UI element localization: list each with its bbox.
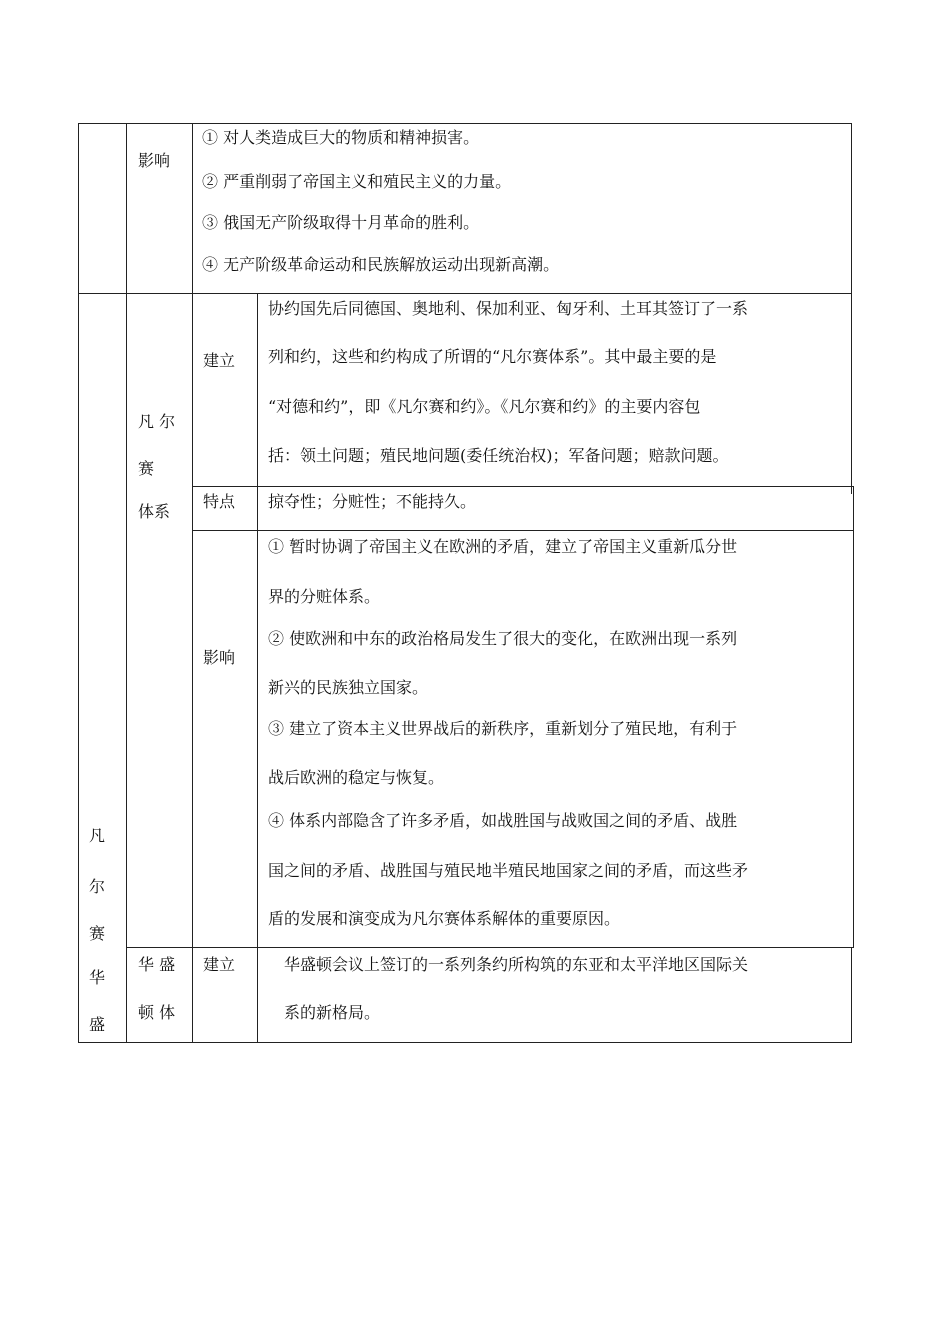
top-impact-item-1: ① 对人类造成巨大的物质和精神损害。 <box>202 128 480 147</box>
border-col3-left <box>192 123 193 1043</box>
versailles-impact-line-8: 国之间的矛盾、战胜国与殖民地半殖民地国家之间的矛盾，而这些矛 <box>268 861 749 880</box>
versailles-establish-label: 建立 <box>203 351 236 370</box>
border-bottom <box>78 1042 852 1043</box>
versailles-label-line-1: 凡 尔 <box>138 412 176 431</box>
washington-establish-line-1: 华盛顿会议上签订的一系列条约所构筑的东亚和太平洋地区国际关 <box>284 955 749 974</box>
border-row1-bottom <box>78 293 852 294</box>
top-impact-label: 影响 <box>138 151 171 170</box>
washington-label-line-1: 华 盛 <box>138 955 176 974</box>
border-col2-left <box>126 123 127 1043</box>
versailles-impact-line-3: ② 使欧洲和中东的政治格局发生了很大的变化，在欧洲出现一系列 <box>268 629 738 648</box>
outer-label-char-1: 凡 <box>89 826 106 845</box>
versailles-label-line-3: 体系 <box>138 502 171 521</box>
versailles-impact-line-4: 新兴的民族独立国家。 <box>268 678 429 697</box>
border-col4-left <box>257 293 258 1043</box>
versailles-impact-line-6: 战后欧洲的稳定与恢复。 <box>268 768 445 787</box>
versailles-label-line-2: 赛 <box>138 459 155 478</box>
border-impact-bottom <box>126 947 854 948</box>
versailles-establish-line-1: 协约国先后同德国、奥地利、保加利亚、匈牙利、土耳其签订了一系 <box>268 299 749 318</box>
border-establish-bottom <box>192 486 854 487</box>
versailles-impact-label: 影响 <box>203 648 236 667</box>
versailles-impact-line-9: 盾的发展和演变成为凡尔赛体系解体的重要原因。 <box>268 909 621 928</box>
border-features-bottom <box>192 530 854 531</box>
border-right-bottom <box>851 947 852 1043</box>
versailles-establish-line-4: 括：领土问题；殖民地问题(委任统治权)；军备问题；赔款问题。 <box>268 446 729 465</box>
outer-label-char-4: 华 <box>89 968 106 987</box>
border-left <box>78 123 79 1043</box>
washington-label-line-2: 顿 体 <box>138 1003 176 1022</box>
top-impact-item-3: ③ 俄国无产阶级取得十月革命的胜利。 <box>202 213 480 232</box>
border-top <box>78 123 852 124</box>
border-right-mid <box>853 486 854 948</box>
versailles-features-label: 特点 <box>203 492 236 511</box>
versailles-establish-line-3: “对德和约”，即《凡尔赛和约》。《凡尔赛和约》的主要内容包 <box>268 397 701 416</box>
versailles-features-text: 掠夺性；分赃性；不能持久。 <box>268 492 477 511</box>
versailles-impact-line-1: ① 暂时协调了帝国主义在欧洲的矛盾，建立了帝国主义重新瓜分世 <box>268 537 738 556</box>
outer-label-char-2: 尔 <box>89 877 106 896</box>
washington-establish-label: 建立 <box>203 955 236 974</box>
versailles-impact-line-5: ③ 建立了资本主义世界战后的新秩序，重新划分了殖民地，有利于 <box>268 719 738 738</box>
outer-label-char-5: 盛 <box>89 1015 106 1034</box>
versailles-impact-line-2: 界的分赃体系。 <box>268 587 381 606</box>
washington-establish-line-2: 系的新格局。 <box>284 1003 381 1022</box>
versailles-establish-line-2: 列和约，这些和约构成了所谓的“凡尔赛体系”。其中最主要的是 <box>268 347 717 366</box>
border-right-top <box>851 123 852 494</box>
outer-label-char-3: 赛 <box>89 924 106 943</box>
top-impact-item-4: ④ 无产阶级革命运动和民族解放运动出现新高潮。 <box>202 255 560 274</box>
top-impact-item-2: ② 严重削弱了帝国主义和殖民主义的力量。 <box>202 172 512 191</box>
versailles-impact-line-7: ④ 体系内部隐含了许多矛盾，如战胜国与战败国之间的矛盾、战胜 <box>268 811 738 830</box>
